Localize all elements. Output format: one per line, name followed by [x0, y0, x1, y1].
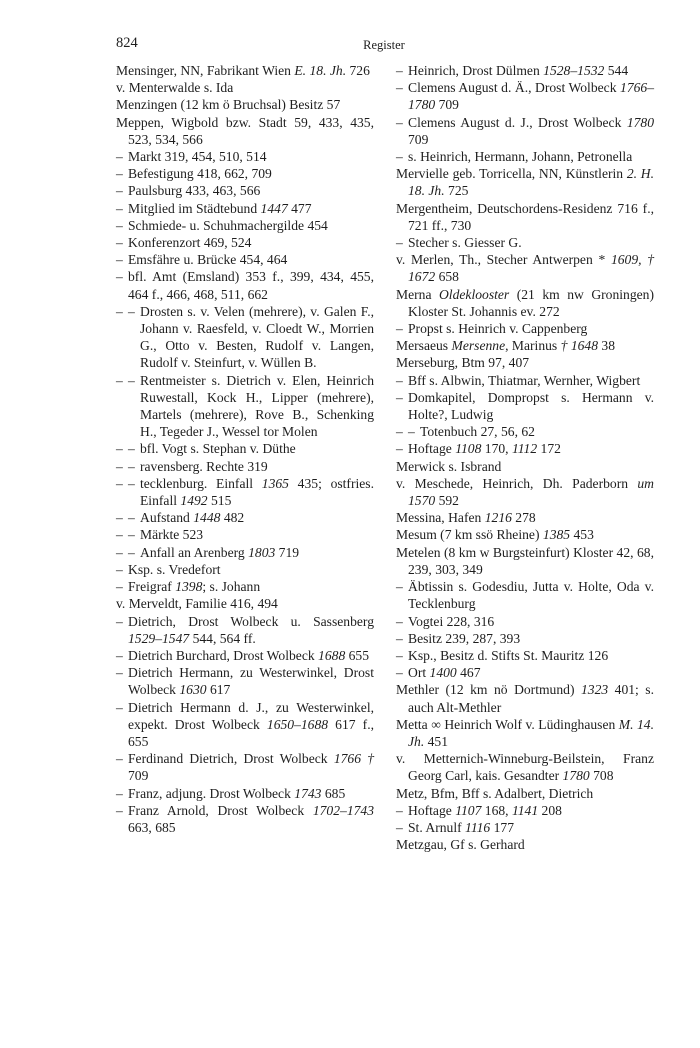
sub-entry-dash: –	[116, 510, 123, 526]
entry-text: tecklenburg. Einfall	[140, 475, 262, 491]
entry-text: Dietrich, Drost Wolbeck u. Sassenberg	[128, 613, 374, 629]
index-entry	[396, 337, 654, 354]
index-subentry	[396, 148, 654, 165]
entry-text: 467	[456, 665, 481, 681]
index-subentry	[116, 234, 374, 251]
entry-text: Messina, Hafen	[396, 510, 485, 526]
entry-text: Äbtissin s. Godesdiu, Jutta v. Holte, Oda v. Tecklenburg	[408, 579, 654, 612]
index-entry	[396, 286, 654, 320]
entry-text: Methler (12 km nö Dortmund)	[396, 682, 581, 698]
sub-entry-dash: –	[116, 200, 123, 216]
entry-text: Meppen, Wigbold bzw. Stadt 59, 433, 435, 523, 534, 566	[116, 114, 374, 147]
entry-text: Stecher s. Giesser G.	[408, 235, 522, 251]
index-subentry	[116, 578, 374, 595]
sub-entry-dash: –	[128, 458, 135, 474]
sub-entry-dash: –	[396, 665, 403, 681]
entry-text: Metelen (8 km w Burgsteinfurt) Kloster 42, 68, 239, 303, 349	[396, 544, 654, 577]
entry-text: v. Menterwalde s. Ida	[116, 80, 234, 96]
entry-text: Besitz 239, 287, 393	[408, 630, 521, 646]
entry-text: Mensinger, NN, Fabrikant Wien	[116, 63, 295, 78]
sub-entry-dash: –	[128, 441, 135, 457]
sub-entry-dash: –	[396, 819, 403, 835]
italic-text: Mersenne	[451, 338, 506, 354]
entry-text: 208	[538, 802, 562, 818]
index-subentry	[116, 165, 374, 182]
italic-text: 1688	[318, 647, 346, 663]
index-subentry	[116, 440, 374, 457]
sub-entry-dash: –	[116, 647, 123, 663]
entry-text: Märkte 523	[140, 527, 204, 543]
index-subentry	[116, 699, 374, 751]
sub-entry-dash: –	[128, 544, 135, 560]
sub-entry-dash: –	[396, 441, 403, 457]
index-entry	[116, 114, 374, 148]
sub-entry-dash: –	[396, 389, 403, 405]
index-subentry	[396, 423, 654, 440]
index-subentry	[116, 200, 374, 217]
index-entry	[396, 836, 654, 853]
index-entry	[396, 200, 654, 234]
sub-entry-dash: –	[396, 114, 403, 130]
entry-text: Befestigung 418, 662, 709	[128, 166, 272, 182]
italic-text: 1108	[455, 441, 482, 457]
index-entry	[396, 544, 654, 578]
entry-text: bfl. Amt (Emsland) 353 f., 399, 434, 455, 464 f., 466, 468, 511, 662	[128, 269, 374, 302]
index-subentry	[396, 79, 654, 113]
sub-entry-dash: –	[116, 751, 123, 767]
index-column-left	[116, 62, 374, 836]
index-subentry	[396, 664, 654, 681]
index-subentry	[396, 819, 654, 836]
entry-text: 544, 564 ff.	[189, 630, 256, 646]
italic-text: 1112	[511, 441, 538, 457]
sub-entry-dash: –	[396, 235, 403, 251]
entry-text: Metzgau, Gf s. Gerhard	[396, 837, 525, 853]
italic-text: Oldeklooster	[438, 286, 510, 302]
entry-text: Konferenzort 469, 524	[128, 235, 252, 251]
entry-text: v. Meschede, Heinrich, Dh. Paderborn	[396, 475, 638, 491]
index-entry	[396, 475, 654, 509]
italic-text: 1365	[261, 475, 289, 491]
sub-entry-dash: –	[116, 235, 123, 251]
index-entry	[116, 96, 374, 113]
italic-text: † 1648	[560, 338, 599, 354]
index-entry	[396, 750, 654, 784]
italic-text: 1650–1688	[266, 716, 329, 732]
entry-text: Domkapitel, Dompropst s. Hermann v. Holte?, Ludwig	[408, 389, 654, 423]
entry-text: (21 km nw Groningen) Kloster St. Johannis ev. 272	[408, 286, 654, 319]
index-subentry	[116, 458, 374, 475]
entry-text: bfl. Vogt s. Stephan v. Düthe	[140, 441, 296, 457]
entry-text: 170,	[481, 441, 512, 457]
italic-text: 1803	[248, 544, 276, 560]
italic-text: 1528–1532	[543, 63, 605, 78]
entry-text: 278	[511, 510, 536, 526]
italic-text: 1529–1547	[128, 630, 190, 646]
index-subentry	[116, 802, 374, 836]
entry-text: St. Arnulf	[408, 819, 466, 835]
sub-entry-dash: –	[116, 785, 123, 801]
sub-entry-dash: –	[128, 372, 135, 388]
sub-entry-dash: –	[128, 510, 135, 526]
entry-text: Ksp., Besitz d. Stifts St. Mauritz 126	[408, 647, 609, 663]
sub-entry-dash: –	[396, 149, 403, 165]
index-subentry	[116, 372, 374, 441]
index-subentry	[396, 578, 654, 612]
italic-text: 1492	[180, 493, 208, 509]
sub-entry-dash: –	[408, 424, 415, 440]
entry-text: 453	[570, 527, 594, 543]
index-subentry	[396, 234, 654, 251]
index-subentry	[116, 217, 374, 234]
entry-text: 544	[604, 63, 629, 78]
index-column-right	[396, 62, 654, 853]
entry-text: 725	[444, 183, 469, 199]
entry-text: Mitglied im Städtebund	[128, 200, 261, 216]
sub-entry-dash: –	[128, 303, 135, 319]
page-number: 824	[116, 35, 138, 51]
entry-text: Aufstand	[140, 510, 194, 526]
italic-text: 1216	[484, 510, 512, 526]
entry-text: Clemens August d. J., Drost Wolbeck	[408, 114, 627, 130]
italic-text: um 1570	[408, 475, 654, 509]
entry-text: 719	[275, 544, 300, 560]
entry-text: Heinrich, Drost Dülmen	[408, 63, 544, 78]
sub-entry-dash: –	[396, 802, 403, 818]
index-subentry	[116, 182, 374, 199]
entry-text: Propst s. Heinrich v. Cappenberg	[408, 321, 588, 337]
index-subentry	[396, 440, 654, 457]
entry-text: Emsfähre u. Brücke 454, 464	[128, 252, 288, 268]
entry-text: Drosten s. v. Velen (mehrere), v. Galen F., Johann v. Raesfeld, v. Cloedt W., Morrien G., Otto v. Besten, Rudolf v. Langen, Rudolf v. Steinfurt, v. Wüllen B.	[140, 303, 374, 371]
sub-entry-dash: –	[116, 372, 123, 388]
index-subentry	[396, 389, 654, 423]
entry-text: Mersaeus	[396, 338, 452, 354]
entry-text: 708	[589, 768, 614, 784]
entry-text: Rentmeister s. Dietrich v. Elen, Heinrich Ruwestall, Kock H., Lipper (mehrere), Martels (mehrere), Rove B., Schenking H., Tegeder J., Wessel tor Molen	[140, 372, 374, 440]
entry-text: 38	[598, 338, 616, 354]
sub-entry-dash: –	[396, 613, 403, 629]
sub-entry-dash: –	[116, 579, 123, 595]
index-subentry	[116, 664, 374, 698]
index-subentry	[396, 372, 654, 389]
entry-text: Menzingen (12 km ö Bruchsal) Besitz 57	[116, 97, 341, 113]
entry-text: Dietrich Hermann d. J., zu Westerwinkel, expekt. Drost Wolbeck	[128, 699, 374, 732]
entry-text: Bff s. Albwin, Thiatmar, Wernher, Wigbert	[408, 372, 641, 388]
index-entry	[396, 785, 654, 802]
index-subentry	[116, 785, 374, 802]
sub-entry-dash: –	[396, 372, 403, 388]
entry-text: 451	[424, 733, 449, 749]
index-subentry	[396, 802, 654, 819]
entry-text: 709	[408, 131, 429, 147]
entry-text: Ksp. s. Vredefort	[128, 561, 221, 577]
index-subentry	[116, 613, 374, 647]
sub-entry-dash: –	[116, 527, 123, 543]
entry-text: Merwick s. Isbrand	[396, 458, 502, 474]
entry-text: 709	[128, 768, 149, 784]
sub-entry-dash: –	[116, 699, 123, 715]
entry-text: , Marinus	[505, 338, 561, 354]
sub-entry-dash: –	[396, 630, 403, 646]
entry-text: 172	[537, 441, 561, 457]
entry-text: 655	[345, 647, 370, 663]
entry-text: 435; ostfries. Einfall	[140, 475, 374, 509]
entry-text: Ort	[408, 665, 430, 681]
index-entry	[396, 526, 654, 543]
sub-entry-dash: –	[116, 252, 123, 268]
index-entry	[396, 354, 654, 371]
index-entry	[396, 165, 654, 199]
entry-text: s. Heinrich, Hermann, Johann, Petronella	[408, 149, 633, 165]
entry-text: Hoftage	[408, 441, 456, 457]
entry-text: Franz Arnold, Drost Wolbeck	[128, 802, 313, 818]
italic-text: 1702–​1743	[312, 802, 374, 818]
sub-entry-dash: –	[396, 424, 403, 440]
index-entry	[396, 509, 654, 526]
italic-text: 1743	[294, 785, 322, 801]
index-entry	[116, 62, 374, 79]
entry-text: Ferdinand Dietrich, Drost Wolbeck	[128, 751, 334, 767]
sub-entry-dash: –	[116, 802, 123, 818]
italic-text: 1141	[511, 802, 539, 818]
sub-entry-dash: –	[116, 475, 123, 491]
italic-text: 1766–1780	[408, 80, 654, 113]
index-entry	[396, 251, 654, 285]
index-subentry	[396, 647, 654, 664]
italic-text: 1447	[260, 200, 288, 216]
italic-text: 1609, † 1672	[408, 252, 655, 285]
entry-text: v. Metternich-Winneburg-Beilstein, Franz Georg Carl, kais. Gesandter	[396, 751, 654, 784]
italic-text: 1766 †	[333, 751, 374, 767]
entry-text: Schmiede- u. Schuhmachergilde 454	[128, 217, 328, 233]
entry-text: v. Merlen, Th., Stecher Antwerpen *	[396, 252, 611, 268]
entry-text: Freigraf	[128, 579, 176, 595]
entry-text: Clemens August d. Ä., Drost Wolbeck	[408, 80, 621, 96]
italic-text: 2. H. 18. Jh.	[408, 166, 654, 199]
entry-text: 592	[435, 493, 459, 509]
entry-text: Franz, adjung. Drost Wolbeck	[128, 785, 295, 801]
sub-entry-dash: –	[128, 475, 135, 491]
entry-text: ravensberg. Rechte 319	[140, 458, 268, 474]
sub-entry-dash: –	[116, 665, 123, 681]
italic-text: 1780	[562, 768, 590, 784]
italic-text: 1780	[626, 114, 654, 130]
index-subentry	[116, 251, 374, 268]
index-entry	[396, 716, 654, 750]
italic-text: 1400	[429, 665, 457, 681]
entry-text: 477	[287, 200, 312, 216]
italic-text: 1630	[179, 682, 207, 698]
entry-text: 617	[206, 682, 231, 698]
entry-text: Totenbuch 27, 56, 62	[420, 424, 535, 440]
sub-entry-dash: –	[116, 458, 123, 474]
entry-text: Merseburg, Btm 97, 407	[396, 355, 530, 371]
index-subentry	[116, 526, 374, 543]
italic-text: M. 14. Jh.	[408, 716, 654, 749]
italic-text: 1116	[465, 819, 491, 835]
italic-text: 1448	[193, 510, 221, 526]
index-subentry	[116, 750, 374, 784]
sub-entry-dash: –	[396, 579, 403, 595]
sub-entry-dash: –	[116, 149, 123, 165]
sub-entry-dash: –	[116, 183, 123, 199]
entry-text: Metz, Bfm, Bff s. Adalbert, Dietrich	[396, 785, 594, 801]
entry-text: 177	[490, 819, 514, 835]
sub-entry-dash: –	[396, 321, 403, 337]
index-subentry	[116, 509, 374, 526]
sub-entry-dash: –	[116, 303, 123, 319]
entry-text: Dietrich Hermann, zu Westerwinkel, Drost Wolbeck	[128, 665, 374, 698]
entry-text: 663, 685	[128, 819, 176, 835]
entry-text: Paulsburg 433, 463, 566	[128, 183, 261, 199]
sub-entry-dash: –	[396, 647, 403, 663]
index-subentry	[116, 544, 374, 561]
entry-text: 658	[435, 269, 459, 285]
entry-text: 685	[321, 785, 346, 801]
sub-entry-dash: –	[116, 269, 123, 285]
entry-text: Vogtei 228, 316	[408, 613, 495, 629]
sub-entry-dash: –	[116, 561, 123, 577]
index-subentry	[116, 148, 374, 165]
index-subentry	[116, 475, 374, 509]
entry-text: 168,	[481, 802, 512, 818]
entry-text: Metta ∞ Heinrich Wolf v. Lüdinghausen	[396, 716, 619, 732]
index-subentry	[116, 561, 374, 578]
index-subentry	[396, 114, 654, 148]
index-subentry	[116, 303, 374, 372]
entry-text: 482	[220, 510, 245, 526]
index-entry	[116, 595, 374, 612]
index-entry	[396, 681, 654, 715]
sub-entry-dash: –	[396, 63, 403, 78]
entry-text: 726	[346, 63, 370, 78]
index-subentry	[116, 647, 374, 664]
sub-entry-dash: –	[396, 80, 403, 96]
entry-text: 709	[435, 97, 459, 113]
entry-text: Merna	[396, 286, 439, 302]
entry-text: 401; s. auch Alt-Methler	[408, 682, 654, 715]
entry-text: Mergentheim, Deutschordens-Residenz 716 f., 721 ff., 730	[396, 200, 654, 233]
index-entry	[116, 79, 374, 96]
index-subentry	[396, 62, 654, 79]
entry-text: ; s. Johann	[202, 579, 261, 595]
sub-entry-dash: –	[116, 441, 123, 457]
entry-text: Dietrich Burchard, Drost Wolbeck	[128, 647, 319, 663]
index-subentry	[396, 320, 654, 337]
sub-entry-dash: –	[116, 613, 123, 629]
running-head: Register	[363, 38, 405, 52]
entry-text: 515	[207, 493, 232, 509]
index-entry	[396, 458, 654, 475]
sub-entry-dash: –	[116, 217, 123, 233]
entry-text: Mesum (7 km ssö Rheine)	[396, 527, 543, 543]
italic-text: 1107	[455, 802, 482, 818]
entry-text: Anfall an Arenberg	[140, 544, 249, 560]
entry-text: Hoftage	[408, 802, 456, 818]
entry-text: Mervielle geb. Torricella, NN, Künstlerin	[396, 166, 627, 182]
index-subentry	[116, 268, 374, 302]
italic-text: E. 18. Jh.	[294, 63, 347, 78]
index-subentry	[396, 613, 654, 630]
index-subentry	[396, 630, 654, 647]
entry-text: v. Merveldt, Familie 416, 494	[116, 596, 278, 612]
italic-text: 1385	[542, 527, 571, 543]
sub-entry-dash: –	[116, 166, 123, 182]
italic-text: 1398	[175, 579, 203, 595]
italic-text: 1323	[580, 682, 609, 698]
sub-entry-dash: –	[116, 544, 123, 560]
entry-text: 617 f., 655	[128, 716, 374, 749]
entry-text: Markt 319, 454, 510, 514	[128, 149, 267, 165]
sub-entry-dash: –	[128, 527, 135, 543]
